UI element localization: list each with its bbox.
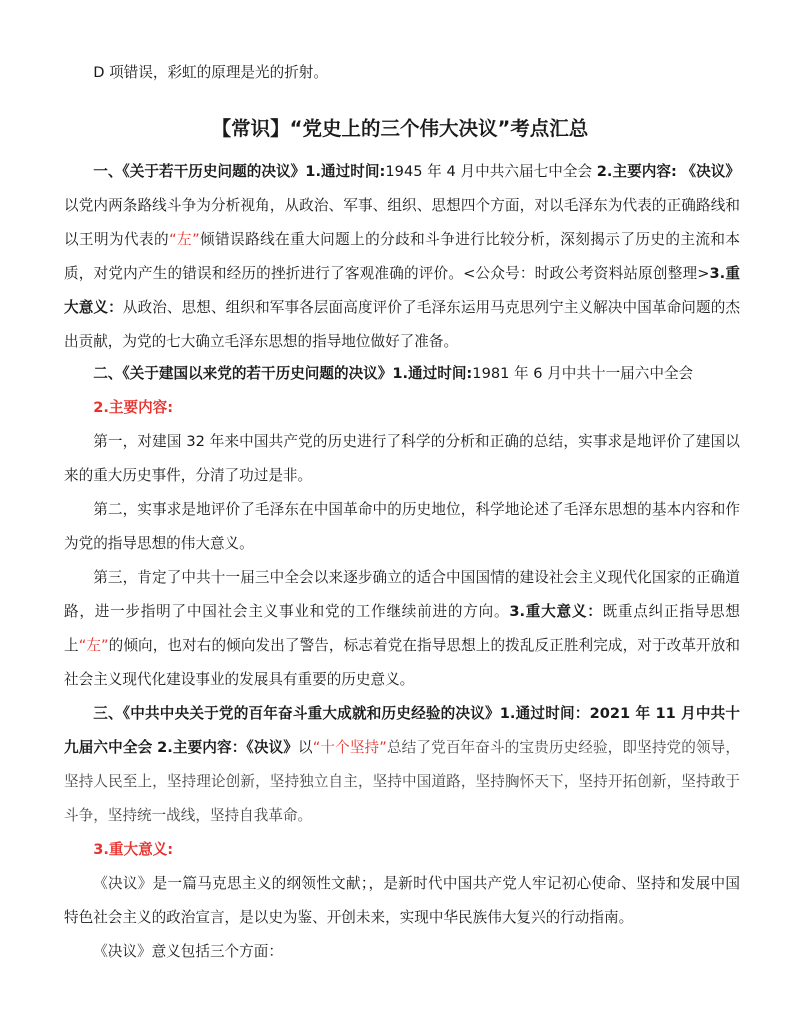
intro-line xyxy=(64,56,740,90)
section3-significance-label-line xyxy=(64,833,740,867)
section3-content-a: 以 xyxy=(298,739,313,756)
section1-paragraph xyxy=(64,155,740,359)
section2-point3 xyxy=(64,561,740,697)
section2-content-label: 2.主要内容: xyxy=(93,399,174,416)
section2-time-text: 1981 年 6 月中共十一届六中全会 xyxy=(472,365,694,382)
section1-time-label: 1.通过时间: xyxy=(305,163,386,180)
section3-time-label: 1.通过时间： xyxy=(499,705,590,722)
section1-content-subject: 《决议》 xyxy=(681,163,740,180)
section2-time-label: 1.通过时间: xyxy=(392,365,473,382)
section1-content-a: 以党内两条路线斗争为分析视角，从政治、军事、组织、思想四个方面，对以毛泽东为代表的正确路线和以王明为代表的 xyxy=(64,197,740,248)
section2-heading: 二、《关于建国以来党的若干历史问题的决议》 xyxy=(93,365,393,382)
section3-heading: 三、《中共中央关于党的百年奋斗重大成就和历史经验的决议》 xyxy=(93,705,500,722)
section2-header-line xyxy=(64,357,740,391)
section1-time-text: 1945 年 4 月中共六届七中全会 xyxy=(385,163,593,180)
section1-significance-text: 从政治、思想、组织和军事各层面高度评价了毛泽东运用马克思列宁主义解决中国革命问题的杰出贡献，为党的七大确立毛泽东思想的指导地位做好了准备。 xyxy=(64,299,740,350)
section3-significance-label: 3.重大意义: xyxy=(93,841,174,858)
section2-significance-a: 既重点纠正指导思想上 xyxy=(64,603,740,654)
section1-left-quote: “左” xyxy=(169,231,200,248)
section2-left-quote: “左” xyxy=(78,637,109,654)
section3-time-text: 2021 年 11 月中共十九届六中全会 xyxy=(64,705,741,756)
section2-significance-b: 的倾向，也对右的倾向发出了警告，标志着党在指导思想上的拨乱反正胜利完成，对于改革开放和社会主义现代化建设事业的发展具有重要的历史意义。 xyxy=(64,637,740,688)
intro-text: D 项错误，彩虹的原理是光的折射。 xyxy=(93,64,328,81)
section1-significance-label: 3.重大意义： xyxy=(64,265,740,316)
section2-point2: 第二，实事求是地评价了毛泽东在中国革命中的历史地位，科学地论述了毛泽东思想的基本内容和作为党的指导思想的伟大意义。 xyxy=(64,501,740,552)
section1-heading: 一、《关于若干历史问题的决议》 xyxy=(93,163,306,180)
section3-ten-insist: “十个坚持” xyxy=(312,739,387,756)
section2-significance-label: 3.重大意义： xyxy=(509,603,603,620)
page-title: 【常识】“党史上的三个伟大决议”考点汇总 xyxy=(211,117,589,140)
section3-content-b: 总结了党百年奋斗的宝贵历史经验，即坚持党的领导，坚持人民至上，坚持理论创新，坚持独立自主，坚持中国道路，坚持胸怀天下，坚持开拓创新，坚持敢于斗争，坚持统一战线，坚持自我革命。 xyxy=(64,739,740,824)
section2-point1: 第一，对建国 32 年来中国共产党的历史进行了科学的分析和正确的总结，实事求是地评价了建国以来的重大历史事件，分清了功过是非。 xyxy=(64,433,740,484)
section2-point3-a: 第三，肯定了中共十一届三中全会以来逐步确立的适合中国国情的建设社会主义现代化国家的正确道路，进一步指明了中国社会主义事业和党的工作继续前进的方向。 xyxy=(64,569,740,620)
section3-meaning-line: 《决议》意义包括三个方面： xyxy=(93,943,283,960)
section3-significance-text: 《决议》是一篇马克思主义的纲领性文献；，是新时代中国共产党人牢记初心使命、坚持和发展中国特色社会主义的政治宣言，是以史为鉴、开创未来，实现中华民族伟大复兴的行动指南。 xyxy=(64,875,740,926)
section3-content-subject: 《决议》 xyxy=(246,739,299,756)
section1-content-label: 2.主要内容: xyxy=(596,163,677,180)
section2-content-label-line xyxy=(64,391,740,425)
section3-content-label: 2.主要内容： xyxy=(157,739,247,756)
section1-content-b: 倾错误路线在重大问题上的分歧和斗争进行比较分析，深刻揭示了历史的主流和本质，对党内产生的错误和经历的挫折进行了客观准确的评价。<公众号：时政公考资料站原创整理> xyxy=(64,231,740,282)
section3-paragraph xyxy=(64,697,740,833)
